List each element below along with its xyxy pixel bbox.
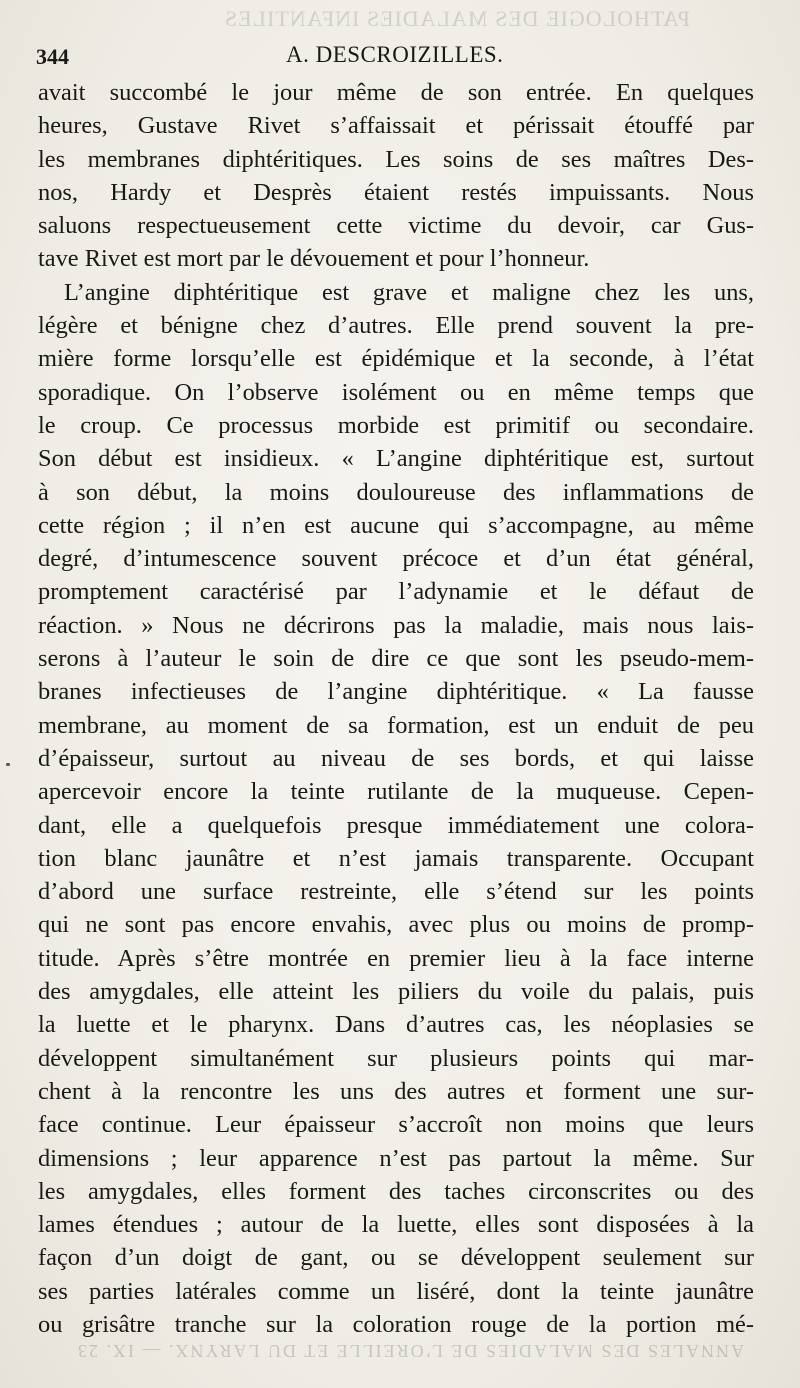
- text-line: chent à la rencontre les uns des autres et forment une sur-: [38, 1077, 754, 1105]
- text-line: des amygdales, elle atteint les piliers du voile du palais, puis: [38, 978, 754, 1006]
- text-line: légère et bénigne chez d’autres. Elle prend souvent la pre-: [38, 312, 754, 340]
- bleed-through-footer: ANNALES DES MALADIES DE L’OREILLE ET DU LARYNX. — IX. 23: [76, 1341, 744, 1361]
- text-line: degré, d’intumescence souvent précoce et d’un état général,: [38, 545, 754, 573]
- running-head: A. DESCROIZILLES.: [286, 42, 504, 67]
- text-line: qui ne sont pas encore envahis, avec plus ou moins de promp-: [38, 911, 754, 939]
- text-line: à son début, la moins douloureuse des inflammations de: [38, 478, 754, 506]
- text-line: serons à l’auteur le soin de dire ce que sont les pseudo-mem-: [38, 645, 754, 673]
- text-line: ou grisâtre tranche sur la coloration rouge de la portion mé-: [38, 1310, 754, 1338]
- text-line: dimensions ; leur apparence n’est pas partout la même. Sur: [38, 1144, 754, 1172]
- text-line: réaction. » Nous ne décrirons pas la maladie, mais nous lais-: [38, 611, 754, 639]
- bleed-through-running-head: PATHOLOGIE DES MALADIES INFANTILES: [223, 6, 690, 31]
- text-line: lames étendues ; autour de la luette, elles sont disposées à la: [38, 1211, 754, 1239]
- text-line: titude. Après s’être montrée en premier lieu à la face interne: [38, 944, 754, 972]
- page-header: [36, 38, 766, 78]
- text-line: mière forme lorsqu’elle est épidémique et la seconde, à l’état: [38, 345, 754, 373]
- body-text: [38, 76, 754, 1341]
- text-line: promptement caractérisé par l’adynamie et le défaut de: [38, 578, 754, 606]
- text-line: avait succombé le jour même de son entrée. En quelques: [38, 79, 754, 106]
- page-number: 344: [36, 44, 69, 69]
- text-line: ses parties latérales comme un liséré, dont la teinte jaunâtre: [38, 1277, 754, 1305]
- text-line: membrane, au moment de sa formation, est un enduit de peu: [38, 711, 754, 739]
- text-line: développent simultanément sur plusieurs points qui mar-: [38, 1044, 754, 1072]
- text-line: d’épaisseur, surtout au niveau de ses bords, et qui laisse: [38, 744, 754, 772]
- text-line: tion blanc jaunâtre et n’est jamais transparente. Occupant: [38, 844, 754, 872]
- text-line: branes infectieuses de l’angine diphtéritique. « La fausse: [38, 678, 754, 706]
- text-line: façon d’un doigt de gant, ou se développent seulement sur: [38, 1244, 754, 1272]
- text-line: heures, Gustave Rivet s’affaissait et périssait étouffé par: [38, 112, 754, 140]
- page-footer: [60, 1340, 760, 1370]
- text-line: le croup. Ce processus morbide est primitif ou secondaire.: [38, 411, 754, 439]
- ink-speck: [6, 763, 10, 766]
- text-line: les amygdales, elles forment des taches circonscrites ou des: [38, 1177, 754, 1205]
- text-line: L’angine diphtéritique est grave et maligne chez les uns,: [64, 278, 754, 306]
- text-line: saluons respectueusement cette victime du devoir, car Gus-: [38, 212, 754, 240]
- text-line: sporadique. On l’observe isolément ou en même temps que: [38, 378, 754, 406]
- text-line: cette région ; il n’en est aucune qui s’accompagne, au même: [38, 511, 754, 539]
- text-line: les membranes diphtéritiques. Les soins de ses maîtres Des-: [38, 145, 754, 173]
- text-line: la luette et le pharynx. Dans d’autres cas, les néoplasies se: [38, 1011, 754, 1039]
- text-line: apercevoir encore la teinte rutilante de la muqueuse. Cepen-: [38, 778, 754, 806]
- text-line: d’abord une surface restreinte, elle s’étend sur les points: [38, 878, 754, 906]
- text-line: Son début est insidieux. « L’angine diphtéritique est, surtout: [38, 445, 754, 473]
- text-line: dant, elle a quelquefois presque immédiatement une colora-: [38, 811, 754, 839]
- text-line: face continue. Leur épaisseur s’accroît non moins que leurs: [38, 1111, 754, 1139]
- text-line: nos, Hardy et Desprès étaient restés impuissants. Nous: [38, 178, 754, 206]
- text-line: tave Rivet est mort par le dévouement et pour l’honneur.: [38, 245, 590, 273]
